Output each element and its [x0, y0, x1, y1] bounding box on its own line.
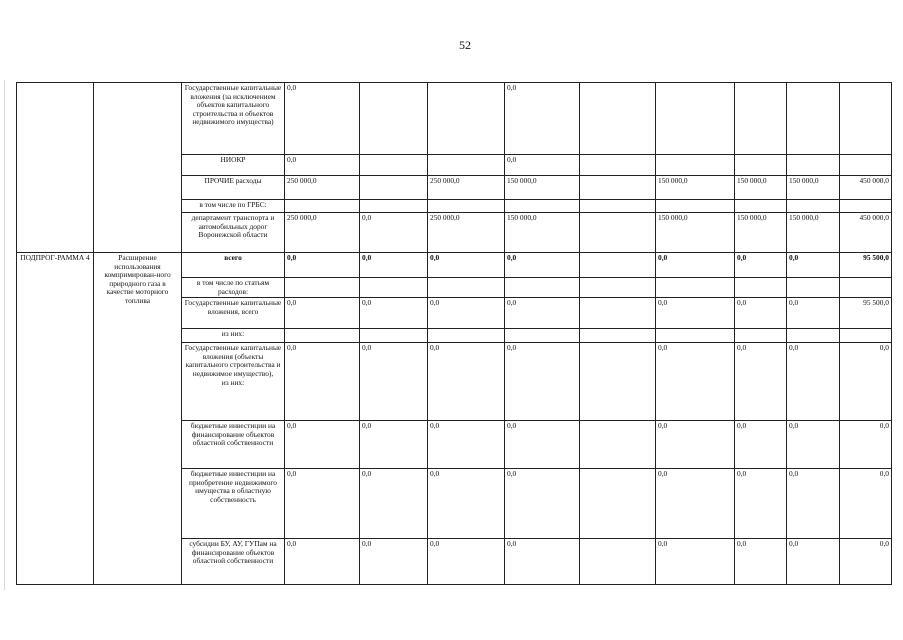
row-label: Государственные капитальные вложения (за исключением объектов капитального строительства и объектов недвижимого имущества) — [182, 83, 285, 155]
value-cell: 0,0 — [285, 298, 360, 329]
value-cell: 0,0 — [285, 83, 360, 155]
value-cell: 0,0 — [428, 253, 505, 278]
value-cell — [735, 155, 787, 176]
value-cell — [505, 278, 580, 298]
row-label: субсидии БУ, АУ, ГУПам на финансирование объектов областной собственности — [182, 539, 285, 585]
value-cell: 0,0 — [285, 539, 360, 585]
value-cell: 150 000,0 — [735, 213, 787, 253]
value-cell: 0,0 — [840, 469, 892, 539]
value-cell: 0,0 — [656, 253, 735, 278]
value-cell — [580, 539, 656, 585]
row-label-text: Государственные капитальные вложения (объекты капитального строительства и недвижимое имущество), — [184, 343, 282, 378]
value-cell: 0,0 — [735, 253, 787, 278]
value-cell — [505, 329, 580, 343]
value-cell: 0,0 — [656, 343, 735, 421]
value-cell — [656, 155, 735, 176]
value-cell — [580, 343, 656, 421]
value-cell: 0,0 — [505, 469, 580, 539]
value-cell: 0,0 — [505, 83, 580, 155]
value-cell: 0,0 — [285, 253, 360, 278]
value-cell — [787, 278, 840, 298]
value-cell — [580, 253, 656, 278]
value-cell: 0,0 — [656, 421, 735, 469]
table-row — [17, 83, 892, 155]
program-cell-empty — [17, 83, 94, 253]
scan-edge-line — [4, 80, 5, 590]
value-cell — [735, 278, 787, 298]
value-cell: 0,0 — [360, 343, 428, 421]
value-cell — [735, 83, 787, 155]
page-number: 52 — [459, 38, 471, 52]
row-label: НИОКР — [182, 155, 285, 176]
value-cell: 0,0 — [735, 298, 787, 329]
value-cell: 450 000,0 — [840, 213, 892, 253]
value-cell — [580, 155, 656, 176]
value-cell — [656, 278, 735, 298]
row-label: в том числе по статьям расходов: — [182, 278, 285, 298]
value-cell: 0,0 — [360, 253, 428, 278]
value-cell: 0,0 — [735, 343, 787, 421]
value-cell — [580, 278, 656, 298]
value-cell: 0,0 — [428, 539, 505, 585]
value-cell — [285, 278, 360, 298]
table-row — [17, 253, 892, 278]
value-cell: 0,0 — [428, 343, 505, 421]
value-cell: 0,0 — [840, 343, 892, 421]
value-cell: 0,0 — [787, 421, 840, 469]
value-cell: 0,0 — [505, 298, 580, 329]
value-cell: 0,0 — [285, 469, 360, 539]
value-cell — [787, 200, 840, 213]
row-label: департамент транспорта и автомобильных дорог Воронежской области — [182, 213, 285, 253]
value-cell — [428, 278, 505, 298]
row-sublabel: из них: — [221, 377, 245, 387]
value-cell — [360, 329, 428, 343]
row-label: ПРОЧИЕ расходы — [182, 176, 285, 200]
value-cell — [735, 329, 787, 343]
value-cell: 0,0 — [360, 539, 428, 585]
value-cell: 0,0 — [735, 469, 787, 539]
subprogram-name: Расширение использования компримирован-ного природного газа в качестве моторного топлива — [94, 253, 182, 585]
value-cell: 0,0 — [428, 298, 505, 329]
value-cell: 95 500,0 — [840, 253, 892, 278]
value-cell: 0,0 — [656, 469, 735, 539]
value-cell: 0,0 — [840, 421, 892, 469]
value-cell — [840, 200, 892, 213]
value-cell: 0,0 — [360, 469, 428, 539]
row-label: из них: — [182, 329, 285, 343]
value-cell: 150 000,0 — [656, 176, 735, 200]
value-cell: 250 000,0 — [285, 176, 360, 200]
value-cell: 0,0 — [787, 539, 840, 585]
value-cell — [580, 176, 656, 200]
row-label: Государственные капитальные вложения, всего — [182, 298, 285, 329]
value-cell: 0,0 — [787, 253, 840, 278]
value-cell — [787, 329, 840, 343]
value-cell — [580, 329, 656, 343]
name-cell-empty — [94, 83, 182, 253]
value-cell: 0,0 — [787, 298, 840, 329]
value-cell — [580, 213, 656, 253]
value-cell: 250 000,0 — [428, 213, 505, 253]
value-cell: 150 000,0 — [787, 176, 840, 200]
value-cell — [580, 200, 656, 213]
value-cell: 250 000,0 — [428, 176, 505, 200]
value-cell — [428, 155, 505, 176]
value-cell: 0,0 — [505, 343, 580, 421]
value-cell — [787, 83, 840, 155]
row-label: бюджетные инвестиции на финансирование объектов областной собственности — [182, 421, 285, 469]
budget-table — [16, 82, 892, 585]
value-cell: 150 000,0 — [505, 213, 580, 253]
value-cell — [840, 83, 892, 155]
value-cell — [787, 155, 840, 176]
value-cell — [285, 200, 360, 213]
value-cell: 250 000,0 — [285, 213, 360, 253]
value-cell: 150 000,0 — [505, 176, 580, 200]
value-cell — [360, 155, 428, 176]
value-cell — [656, 329, 735, 343]
value-cell: 0,0 — [428, 469, 505, 539]
value-cell: 0,0 — [787, 343, 840, 421]
value-cell — [428, 200, 505, 213]
value-cell — [360, 200, 428, 213]
value-cell — [428, 83, 505, 155]
value-cell — [505, 200, 580, 213]
value-cell: 0,0 — [285, 421, 360, 469]
value-cell: 0,0 — [505, 539, 580, 585]
row-label — [182, 343, 285, 421]
value-cell — [656, 83, 735, 155]
value-cell — [580, 298, 656, 329]
value-cell: 0,0 — [360, 298, 428, 329]
value-cell: 0,0 — [360, 213, 428, 253]
value-cell — [840, 155, 892, 176]
value-cell: 0,0 — [285, 343, 360, 421]
value-cell: 0,0 — [840, 539, 892, 585]
value-cell — [360, 278, 428, 298]
value-cell — [840, 329, 892, 343]
value-cell — [360, 176, 428, 200]
value-cell: 0,0 — [360, 421, 428, 469]
value-cell: 0,0 — [735, 539, 787, 585]
value-cell — [580, 469, 656, 539]
value-cell: 0,0 — [656, 539, 735, 585]
value-cell — [580, 421, 656, 469]
value-cell: 0,0 — [656, 298, 735, 329]
value-cell — [735, 200, 787, 213]
value-cell: 95 500,0 — [840, 298, 892, 329]
value-cell — [285, 329, 360, 343]
value-cell: 0,0 — [428, 421, 505, 469]
subprogram-code: ПОДПРОГ-РАММА 4 — [17, 253, 94, 585]
value-cell: 0,0 — [505, 421, 580, 469]
value-cell: 450 000,0 — [840, 176, 892, 200]
row-label: всего — [182, 253, 285, 278]
value-cell — [840, 278, 892, 298]
row-label: бюджетные инвестиции на приобретение недвижимого имущества в областную собственность — [182, 469, 285, 539]
value-cell: 0,0 — [285, 155, 360, 176]
value-cell: 150 000,0 — [787, 213, 840, 253]
value-cell: 150 000,0 — [735, 176, 787, 200]
row-label: в том числе по ГРБС: — [182, 200, 285, 213]
value-cell — [360, 83, 428, 155]
value-cell: 0,0 — [735, 421, 787, 469]
value-cell — [580, 83, 656, 155]
value-cell: 0,0 — [505, 253, 580, 278]
value-cell: 0,0 — [505, 155, 580, 176]
value-cell — [656, 200, 735, 213]
value-cell: 150 000,0 — [656, 213, 735, 253]
value-cell: 0,0 — [787, 469, 840, 539]
value-cell — [428, 329, 505, 343]
